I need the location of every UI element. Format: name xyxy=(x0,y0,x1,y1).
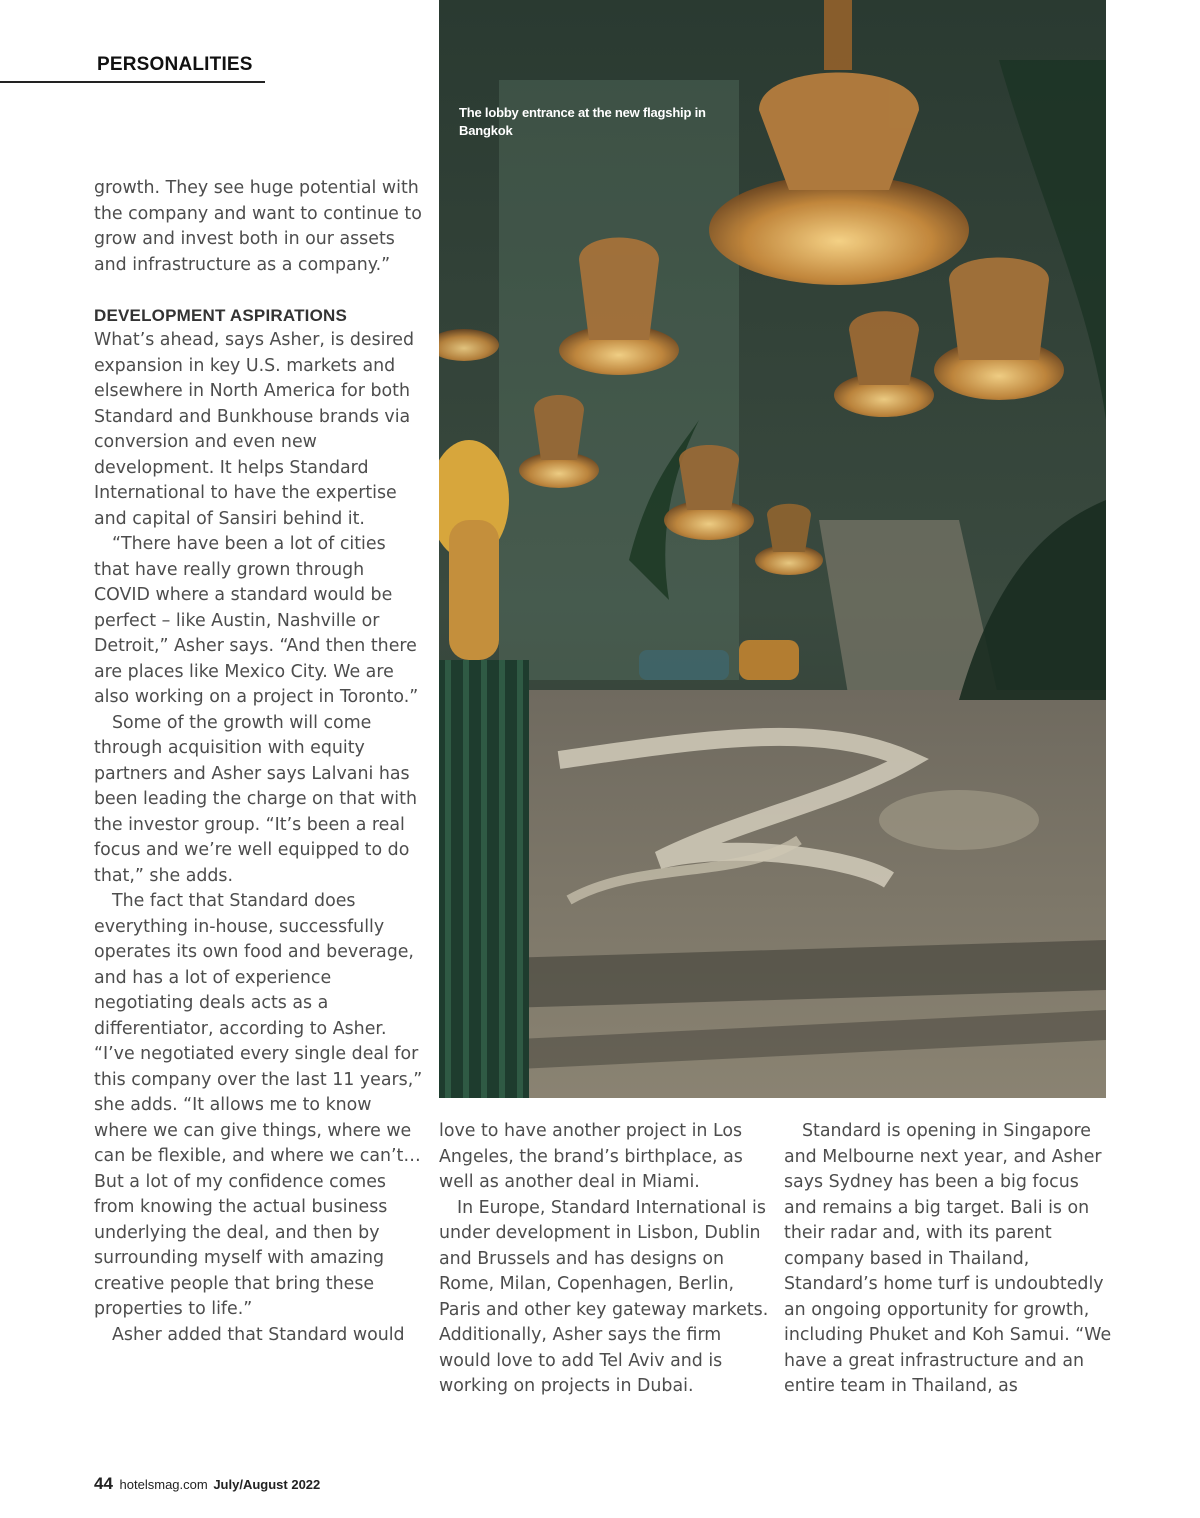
paragraph: Asher added that Standard would xyxy=(112,1324,405,1345)
lobby-photo xyxy=(439,0,1106,1098)
paragraph: In Europe, Standard International is under development in Lisbon, Dublin and Brussels and has designs on Rome, Milan, Copenhagen, Berlin, Paris and other key gateway markets. Additionally, Asher says the firm would love to add Tel Aviv and is working on projects in Dubai. xyxy=(439,1197,769,1396)
page-footer xyxy=(94,1474,320,1494)
paragraph: Some of the growth will come through acquisition with equity partners and Asher says Lalvani has been leading the charge on that with the investor group. “It’s been a real focus and we’re well equipped to do that,” she adds. xyxy=(94,712,417,886)
column-2 xyxy=(439,1119,769,1400)
column-1 xyxy=(94,176,424,1348)
issue-date: July/August 2022 xyxy=(213,1477,321,1492)
paragraph: What’s ahead, says Asher, is desired expansion in key U.S. markets and elsewhere in North America for both Standard and Bunkhouse brands via conversion and even new development. It helps Standard International to have the expertise and capital of Sansiri behind it. xyxy=(94,330,414,529)
paragraph: love to have another project in Los Angeles, the brand’s birthplace, as well as another deal in Miami. xyxy=(439,1121,743,1192)
page-number: 44 xyxy=(94,1474,113,1493)
lobby-illustration xyxy=(439,0,1106,1098)
subheading: DEVELOPMENT ASPIRATIONS xyxy=(94,306,348,325)
site-name: hotelsmag.com xyxy=(119,1477,208,1492)
section-rule xyxy=(0,81,265,83)
paragraph: growth. They see huge potential with the company and want to continue to grow and invest both in our assets and infrastructure as a company.” xyxy=(94,178,422,275)
paragraph: “There have been a lot of cities that have really grown through COVID where a standard would be perfect – like Austin, Nashville or Detroit,” Asher says. “And then there are places like Mexico City. We are also working on a project in Toronto.” xyxy=(94,534,419,707)
section-title: PERSONALITIES xyxy=(97,54,253,75)
column-3 xyxy=(784,1119,1114,1400)
paragraph: The fact that Standard does everything in-house, successfully operates its own food and beverage, and has a lot of experience negotiating deals acts as a differentiator, according to Asher. “I’ve negotiated every single deal for this company over the last 11 years,” she adds. “It allows me to know where we can give things, where we can be flexible, and where we can’t… But a lot of my confidence comes from knowing the actual business underlying the deal, and then by surrounding myself with amazing creative people that bring these properties to life.” xyxy=(94,891,423,1319)
photo-caption: The lobby entrance at the new flagship in Bangkok xyxy=(459,105,706,138)
paragraph: Standard is opening in Singapore and Melbourne next year, and Asher says Sydney has been a big focus and remains a big target. Bali is on their radar and, with its parent company based in Thailand, Standard’s home turf is undoubtedly an ongoing opportunity for growth, including Phuket and Koh Samui. “We have a great infrastructure and an entire team in Thailand, as xyxy=(784,1121,1112,1396)
